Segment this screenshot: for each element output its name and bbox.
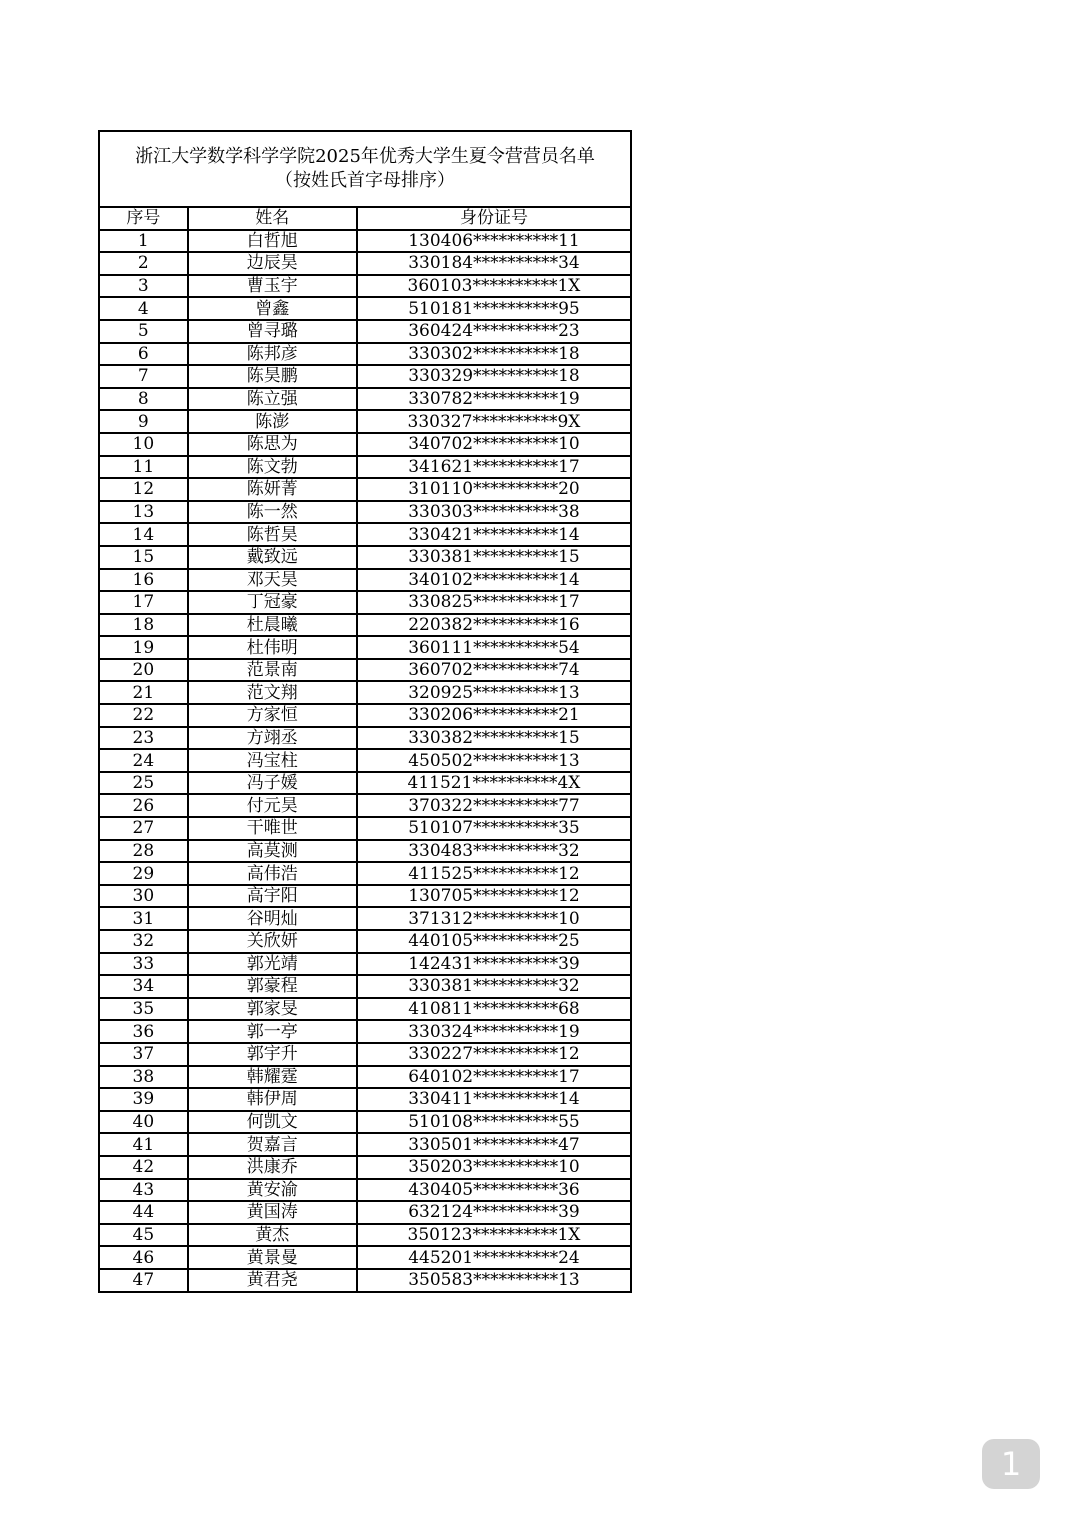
table-row	[99, 388, 631, 411]
student-name-cell: 黄君尧	[188, 1269, 357, 1292]
roster-table	[98, 130, 632, 1293]
column-header-id: 身份证号	[357, 207, 631, 230]
table-row	[99, 1066, 631, 1089]
row-number-cell: 47	[99, 1269, 188, 1292]
student-name-cell: 黄安渝	[188, 1179, 357, 1202]
id-number-cell: 130705**********12	[357, 885, 631, 908]
table-row	[99, 727, 631, 750]
row-number-cell: 32	[99, 930, 188, 953]
table-row	[99, 1156, 631, 1179]
row-number-cell: 6	[99, 343, 188, 366]
id-number-cell: 411525**********12	[357, 862, 631, 885]
row-number-cell: 19	[99, 636, 188, 659]
row-number-cell: 20	[99, 659, 188, 682]
table-row	[99, 1179, 631, 1202]
id-number-cell: 330227**********12	[357, 1043, 631, 1066]
row-number-cell: 28	[99, 840, 188, 863]
row-number-cell: 21	[99, 681, 188, 704]
table-row	[99, 1269, 631, 1292]
row-number-cell: 5	[99, 320, 188, 343]
id-number-cell: 330381**********32	[357, 975, 631, 998]
table-row	[99, 569, 631, 592]
id-number-cell: 330825**********17	[357, 591, 631, 614]
row-number-cell: 13	[99, 501, 188, 524]
id-number-cell: 510107**********35	[357, 817, 631, 840]
table-row	[99, 1088, 631, 1111]
table-row	[99, 456, 631, 479]
id-number-cell: 510108**********55	[357, 1111, 631, 1134]
header-row	[99, 207, 631, 230]
id-number-cell: 330184**********34	[357, 252, 631, 275]
student-name-cell: 郭一亭	[188, 1020, 357, 1043]
student-name-cell: 陈文勃	[188, 456, 357, 479]
table-row	[99, 1133, 631, 1156]
row-number-cell: 1	[99, 230, 188, 253]
title-line-1: 浙江大学数学科学学院2025年优秀大学生夏令营营员名单	[135, 146, 595, 167]
table-row	[99, 885, 631, 908]
id-number-cell: 330206**********21	[357, 704, 631, 727]
row-number-cell: 4	[99, 297, 188, 320]
id-number-cell: 330382**********15	[357, 727, 631, 750]
column-header-name: 姓名	[188, 207, 357, 230]
id-number-cell: 142431**********39	[357, 953, 631, 976]
id-number-cell: 510181**********95	[357, 297, 631, 320]
table-row	[99, 1201, 631, 1224]
row-number-cell: 33	[99, 953, 188, 976]
row-number-cell: 9	[99, 410, 188, 433]
student-name-cell: 干唯世	[188, 817, 357, 840]
row-number-cell: 17	[99, 591, 188, 614]
id-number-cell: 330411**********14	[357, 1088, 631, 1111]
page-number-badge[interactable]: 1	[982, 1439, 1040, 1489]
id-number-cell: 310110**********20	[357, 478, 631, 501]
id-number-cell: 370322**********77	[357, 794, 631, 817]
student-name-cell: 高伟浩	[188, 862, 357, 885]
row-number-cell: 8	[99, 388, 188, 411]
id-number-cell: 445201**********24	[357, 1246, 631, 1269]
row-number-cell: 7	[99, 365, 188, 388]
student-name-cell: 谷明灿	[188, 907, 357, 930]
row-number-cell: 27	[99, 817, 188, 840]
table-row	[99, 501, 631, 524]
row-number-cell: 41	[99, 1133, 188, 1156]
table-row	[99, 230, 631, 253]
table-row	[99, 840, 631, 863]
id-number-cell: 450502**********13	[357, 749, 631, 772]
student-name-cell: 白哲旭	[188, 230, 357, 253]
student-name-cell: 范文翔	[188, 681, 357, 704]
student-name-cell: 曾鑫	[188, 297, 357, 320]
row-number-cell: 37	[99, 1043, 188, 1066]
table-row	[99, 275, 631, 298]
id-number-cell: 360702**********74	[357, 659, 631, 682]
table-row	[99, 1043, 631, 1066]
id-number-cell: 360424**********23	[357, 320, 631, 343]
table-row	[99, 975, 631, 998]
id-number-cell: 330324**********19	[357, 1020, 631, 1043]
id-number-cell: 330483**********32	[357, 840, 631, 863]
row-number-cell: 38	[99, 1066, 188, 1089]
row-number-cell: 35	[99, 998, 188, 1021]
student-name-cell: 冯子媛	[188, 772, 357, 795]
id-number-cell: 632124**********39	[357, 1201, 631, 1224]
row-number-cell: 3	[99, 275, 188, 298]
row-number-cell: 31	[99, 907, 188, 930]
row-number-cell: 46	[99, 1246, 188, 1269]
table-row	[99, 320, 631, 343]
row-number-cell: 18	[99, 614, 188, 637]
row-number-cell: 36	[99, 1020, 188, 1043]
title-line-2: （按姓氏首字母排序）	[275, 170, 455, 191]
id-number-cell: 330381**********15	[357, 546, 631, 569]
student-name-cell: 邓天昊	[188, 569, 357, 592]
student-name-cell: 洪康乔	[188, 1156, 357, 1179]
id-number-cell: 330302**********18	[357, 343, 631, 366]
student-name-cell: 韩耀霆	[188, 1066, 357, 1089]
id-number-cell: 330303**********38	[357, 501, 631, 524]
student-name-cell: 黄景曼	[188, 1246, 357, 1269]
table-row	[99, 681, 631, 704]
table-row	[99, 252, 631, 275]
id-number-cell: 341621**********17	[357, 456, 631, 479]
table-row	[99, 862, 631, 885]
row-number-cell: 42	[99, 1156, 188, 1179]
row-number-cell: 23	[99, 727, 188, 750]
row-number-cell: 24	[99, 749, 188, 772]
id-number-cell: 330501**********47	[357, 1133, 631, 1156]
row-number-cell: 26	[99, 794, 188, 817]
table-row	[99, 1246, 631, 1269]
table-row	[99, 546, 631, 569]
student-name-cell: 曾寻璐	[188, 320, 357, 343]
row-number-cell: 15	[99, 546, 188, 569]
row-number-cell: 25	[99, 772, 188, 795]
id-number-cell: 371312**********10	[357, 907, 631, 930]
table-row	[99, 659, 631, 682]
row-number-cell: 40	[99, 1111, 188, 1134]
student-name-cell: 曹玉宇	[188, 275, 357, 298]
row-number-cell: 43	[99, 1179, 188, 1202]
id-number-cell: 320925**********13	[357, 681, 631, 704]
row-number-cell: 10	[99, 433, 188, 456]
student-name-cell: 黄国涛	[188, 1201, 357, 1224]
student-name-cell: 黄杰	[188, 1224, 357, 1247]
row-number-cell: 45	[99, 1224, 188, 1247]
row-number-cell: 39	[99, 1088, 188, 1111]
student-name-cell: 方翊丞	[188, 727, 357, 750]
table-row	[99, 772, 631, 795]
row-number-cell: 44	[99, 1201, 188, 1224]
student-name-cell: 方家恒	[188, 704, 357, 727]
table-row	[99, 953, 631, 976]
student-name-cell: 高莫测	[188, 840, 357, 863]
student-name-cell: 付元昊	[188, 794, 357, 817]
student-name-cell: 韩伊周	[188, 1088, 357, 1111]
table-row	[99, 749, 631, 772]
id-number-cell: 330327**********9X	[357, 410, 631, 433]
row-number-cell: 22	[99, 704, 188, 727]
table-row	[99, 365, 631, 388]
id-number-cell: 350583**********13	[357, 1269, 631, 1292]
id-number-cell: 350203**********10	[357, 1156, 631, 1179]
id-number-cell: 130406**********11	[357, 230, 631, 253]
student-name-cell: 陈邦彦	[188, 343, 357, 366]
id-number-cell: 330782**********19	[357, 388, 631, 411]
student-name-cell: 郭家旻	[188, 998, 357, 1021]
id-number-cell: 430405**********36	[357, 1179, 631, 1202]
table-row	[99, 1111, 631, 1134]
id-number-cell: 640102**********17	[357, 1066, 631, 1089]
table-row	[99, 1020, 631, 1043]
student-name-cell: 丁冠豪	[188, 591, 357, 614]
student-name-cell: 范景南	[188, 659, 357, 682]
id-number-cell: 360103**********1X	[357, 275, 631, 298]
table-row	[99, 297, 631, 320]
id-number-cell: 330421**********14	[357, 523, 631, 546]
table-row	[99, 817, 631, 840]
column-header-number: 序号	[99, 207, 188, 230]
student-name-cell: 陈妍菁	[188, 478, 357, 501]
row-number-cell: 2	[99, 252, 188, 275]
student-name-cell: 贺嘉言	[188, 1133, 357, 1156]
table-row	[99, 478, 631, 501]
student-name-cell: 陈昊鹏	[188, 365, 357, 388]
student-name-cell: 陈澎	[188, 410, 357, 433]
row-number-cell: 34	[99, 975, 188, 998]
table-row	[99, 591, 631, 614]
table-row	[99, 998, 631, 1021]
table-body	[99, 230, 631, 1292]
row-number-cell: 14	[99, 523, 188, 546]
document-title	[99, 131, 631, 207]
id-number-cell: 340702**********10	[357, 433, 631, 456]
table-row	[99, 410, 631, 433]
student-name-cell: 陈立强	[188, 388, 357, 411]
table-row	[99, 794, 631, 817]
student-name-cell: 杜晨曦	[188, 614, 357, 637]
row-number-cell: 11	[99, 456, 188, 479]
table-row	[99, 704, 631, 727]
row-number-cell: 12	[99, 478, 188, 501]
student-name-cell: 郭宇升	[188, 1043, 357, 1066]
id-number-cell: 330329**********18	[357, 365, 631, 388]
row-number-cell: 16	[99, 569, 188, 592]
id-number-cell: 220382**********16	[357, 614, 631, 637]
id-number-cell: 411521**********4X	[357, 772, 631, 795]
title-row	[99, 131, 631, 207]
student-name-cell: 陈哲昊	[188, 523, 357, 546]
table-row	[99, 614, 631, 637]
id-number-cell: 340102**********14	[357, 569, 631, 592]
id-number-cell: 410811**********68	[357, 998, 631, 1021]
student-name-cell: 关欣妍	[188, 930, 357, 953]
table-row	[99, 907, 631, 930]
row-number-cell: 30	[99, 885, 188, 908]
table-row	[99, 343, 631, 366]
student-name-cell: 冯宝柱	[188, 749, 357, 772]
student-name-cell: 郭光靖	[188, 953, 357, 976]
table-row	[99, 930, 631, 953]
table-row	[99, 523, 631, 546]
id-number-cell: 360111**********54	[357, 636, 631, 659]
student-name-cell: 陈一然	[188, 501, 357, 524]
student-name-cell: 杜伟明	[188, 636, 357, 659]
student-name-cell: 陈思为	[188, 433, 357, 456]
id-number-cell: 350123**********1X	[357, 1224, 631, 1247]
table-row	[99, 1224, 631, 1247]
student-name-cell: 高宇阳	[188, 885, 357, 908]
row-number-cell: 29	[99, 862, 188, 885]
student-name-cell: 边辰昊	[188, 252, 357, 275]
id-number-cell: 440105**********25	[357, 930, 631, 953]
table-row	[99, 636, 631, 659]
student-name-cell: 何凯文	[188, 1111, 357, 1134]
table-row	[99, 433, 631, 456]
student-name-cell: 戴致远	[188, 546, 357, 569]
student-name-cell: 郭豪程	[188, 975, 357, 998]
